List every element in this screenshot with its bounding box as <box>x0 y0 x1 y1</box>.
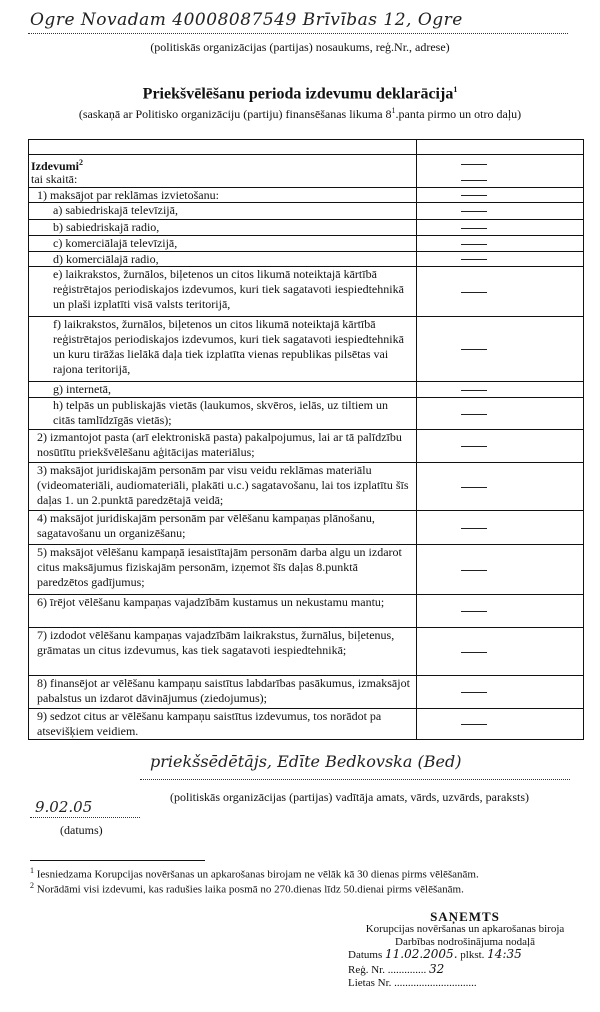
expense-amount-cell <box>417 463 583 510</box>
expense-amount-cell <box>417 267 583 316</box>
dash-mark <box>461 259 487 260</box>
table-row <box>29 172 583 187</box>
expense-item-label: 8) finansējot ar vēlēšanu kampaņu saistītus labdarības pasākumus, izmaksājot pabalstus un izdarot dāvinājumus (ziedojumus); <box>29 676 417 708</box>
organization-handwritten: Ogre Novadam 40008087549 Brīvības 12, Ogre <box>30 10 463 30</box>
expense-item-label: c) komerciālajā televīzijā, <box>29 236 417 251</box>
stamp-case-number-field: Lietas Nr. .............................. <box>348 977 477 989</box>
date-handwritten: 9.02.05 <box>35 798 93 816</box>
expense-item-label: 2) izmantojot pasta (arī elektroniskā pasta) pakalpojumus, lai ar tā palīdzību nosūtītu priekšvēlēšanu aģitācijas materiālus; <box>29 430 417 462</box>
expense-amount-cell <box>417 188 583 202</box>
expense-amount-cell <box>417 511 583 544</box>
expense-item-label: 7) izdodot vēlēšanu kampaņas vajadzībām laikrakstus, žurnālus, biļetenus, grāmatas un citus izdevumus, kas tiek sagatavoti iespiedtehnikā; <box>29 628 417 675</box>
expense-amount-cell <box>417 172 583 187</box>
expense-item-label: Izdevumi$^2$ <box>29 155 417 172</box>
dash-mark <box>461 652 487 653</box>
date-caption: (datums) <box>60 823 103 837</box>
dash-mark <box>461 724 487 725</box>
expense-amount-cell <box>417 155 583 172</box>
table-row <box>29 187 583 202</box>
expense-amount-cell <box>417 220 583 235</box>
expense-item-label: 9) sedzot citus ar vēlēšanu kampaņu saistītus izdevumus, tos norādot pa atsevišķiem veidiem. <box>29 709 417 739</box>
table-row <box>29 235 583 251</box>
table-row <box>29 251 583 266</box>
table-row <box>29 316 583 381</box>
dash-mark <box>461 611 487 612</box>
table-row <box>29 140 583 154</box>
table-row <box>29 154 583 172</box>
table-row <box>29 219 583 235</box>
expense-amount-cell <box>417 545 583 594</box>
expense-item-label: tai skaitā: <box>29 172 417 187</box>
dash-mark <box>461 692 487 693</box>
signature-caption: (politiskās organizācijas (partijas) vadītāja amats, vārds, uzvārds, paraksts) <box>170 790 529 804</box>
table-row <box>29 462 583 510</box>
stamp-reg-number-field: Reģ. Nr. .............. 32 <box>348 962 445 976</box>
received-stamp <box>340 910 590 949</box>
expense-amount-cell <box>417 236 583 251</box>
dash-mark <box>461 292 487 293</box>
expense-amount-cell <box>417 382 583 397</box>
expense-item-label: d) komerciālajā radio, <box>29 252 417 266</box>
dash-mark <box>461 211 487 212</box>
expense-item-label: h) telpās un publiskajās vietās (laukumos, skvēros, ielās, uz tiltiem un citās tamlīdzīgās vietās); <box>29 398 417 429</box>
expense-amount-cell <box>417 140 583 154</box>
expense-amount-cell <box>417 252 583 266</box>
dash-mark <box>461 487 487 488</box>
dash-mark <box>461 195 487 196</box>
dash-mark <box>461 164 487 165</box>
stamp-line-1: Korupcijas novēršanas un apkarošanas biroja <box>365 923 565 935</box>
footnote-rule <box>30 860 205 861</box>
expense-amount-cell <box>417 398 583 429</box>
dash-mark <box>461 414 487 415</box>
dash-mark <box>461 528 487 529</box>
expense-item-label: 4) maksājot juridiskajām personām par vēlēšanu kampaņas plānošanu, sagatavošanu un organizēšanu; <box>29 511 417 544</box>
table-row <box>29 675 583 708</box>
signature-underline <box>140 779 570 780</box>
signature-handwritten: priekšsēdētājs, Edīte Bedkovska (Bed) <box>150 752 462 771</box>
table-row <box>29 266 583 316</box>
expense-amount-cell <box>417 317 583 381</box>
expense-amount-cell <box>417 628 583 675</box>
dash-mark <box>461 446 487 447</box>
document-subtitle: (saskaņā ar Politisko organizāciju (partiju) finansēšanas likuma $8^1.panta$ pirmo un otro daļu) <box>78 106 522 121</box>
date-underline <box>30 817 140 818</box>
organization-underline <box>28 33 568 34</box>
table-row <box>29 202 583 219</box>
organization-caption: (politiskās organizācijas (partijas) nosaukums, reģ.Nr., adrese) <box>150 40 450 54</box>
dash-mark <box>461 244 487 245</box>
expense-item-label <box>29 140 417 154</box>
expenses-table <box>28 139 584 740</box>
expense-item-label: g) internetā, <box>29 382 417 397</box>
expense-item-label: 3) maksājot juridiskajām personām par visu veidu reklāmas materiālu (videomateriāli, audiomateriāli, plakāti u.c.) sagatavošanu, lai tos izplatītu šīs daļas 1. un 2.punktā paredzētajā veidā; <box>29 463 417 510</box>
expense-item-label: 1) maksājot par reklāmas izvietošanu: <box>29 188 417 202</box>
expense-amount-cell <box>417 595 583 627</box>
table-row <box>29 627 583 675</box>
dash-mark <box>461 349 487 350</box>
footnote-2: $^2$ Norādāmi visi izdevumi, kas radušies laika posmā no 270.dienas līdz 50.dienai pirms vēlēšanām. <box>30 881 464 896</box>
expense-item-label: f) laikrakstos, žurnālos, biļetenos un citos likumā noteiktajā kārtībā reģistrētajos periodiskajos izdevumos, kuri tiek sagatavoti iespiedtehnikā un kuru tirāžas lielākā daļa tiek izplatīta vienas republikas pilsētas vai rajona teritorijā, <box>29 317 417 381</box>
document-title: Priekšvēlēšanu perioda izdevumu deklarācija$^1$ <box>142 85 458 103</box>
footnote-1: $^1$ Iesniedzama Korupcijas novēršanas un apkarošanas birojam ne vēlāk kā 30 dienas pirms vēlēšanām. <box>30 866 479 881</box>
expense-item-label: e) laikrakstos, žurnālos, biļetenos un citos likumā noteiktajā kārtībā reģistrētajos periodiskajos izdevumos, kuri tiek sagatavoti iespiedtehnikā un plaši izplatīti visā valsts teritorijā, <box>29 267 417 316</box>
expense-item-label: 6) īrējot vēlēšanu kampaņas vajadzībām kustamus un nekustamu mantu; <box>29 595 417 627</box>
table-row <box>29 381 583 397</box>
table-row <box>29 594 583 627</box>
expense-amount-cell <box>417 709 583 739</box>
dash-mark <box>461 228 487 229</box>
dash-mark <box>461 180 487 181</box>
table-row <box>29 544 583 594</box>
stamp-date-field: Datums 11.02.2005. plkst. 14:35 <box>348 947 522 961</box>
expense-amount-cell <box>417 203 583 219</box>
dash-mark <box>461 570 487 571</box>
dash-mark <box>461 390 487 391</box>
expense-item-label: 5) maksājot vēlēšanu kampaņā iesaistītajām personām darba algu un izdarot citus maksājumus fiziskajām personām, izņemot šīs daļas 8.punktā paredzētos gadījumus; <box>29 545 417 594</box>
table-row <box>29 429 583 462</box>
table-row <box>29 397 583 429</box>
expense-item-label: b) sabiedriskajā radio, <box>29 220 417 235</box>
table-row <box>29 510 583 544</box>
stamp-title: SAŅEMTS <box>430 909 500 924</box>
expense-amount-cell <box>417 430 583 462</box>
table-row <box>29 708 583 739</box>
stamp-line-2: Darbības nodrošinājuma nodaļā <box>395 936 535 948</box>
expense-amount-cell <box>417 676 583 708</box>
expense-item-label: a) sabiedriskajā televīzijā, <box>29 203 417 219</box>
